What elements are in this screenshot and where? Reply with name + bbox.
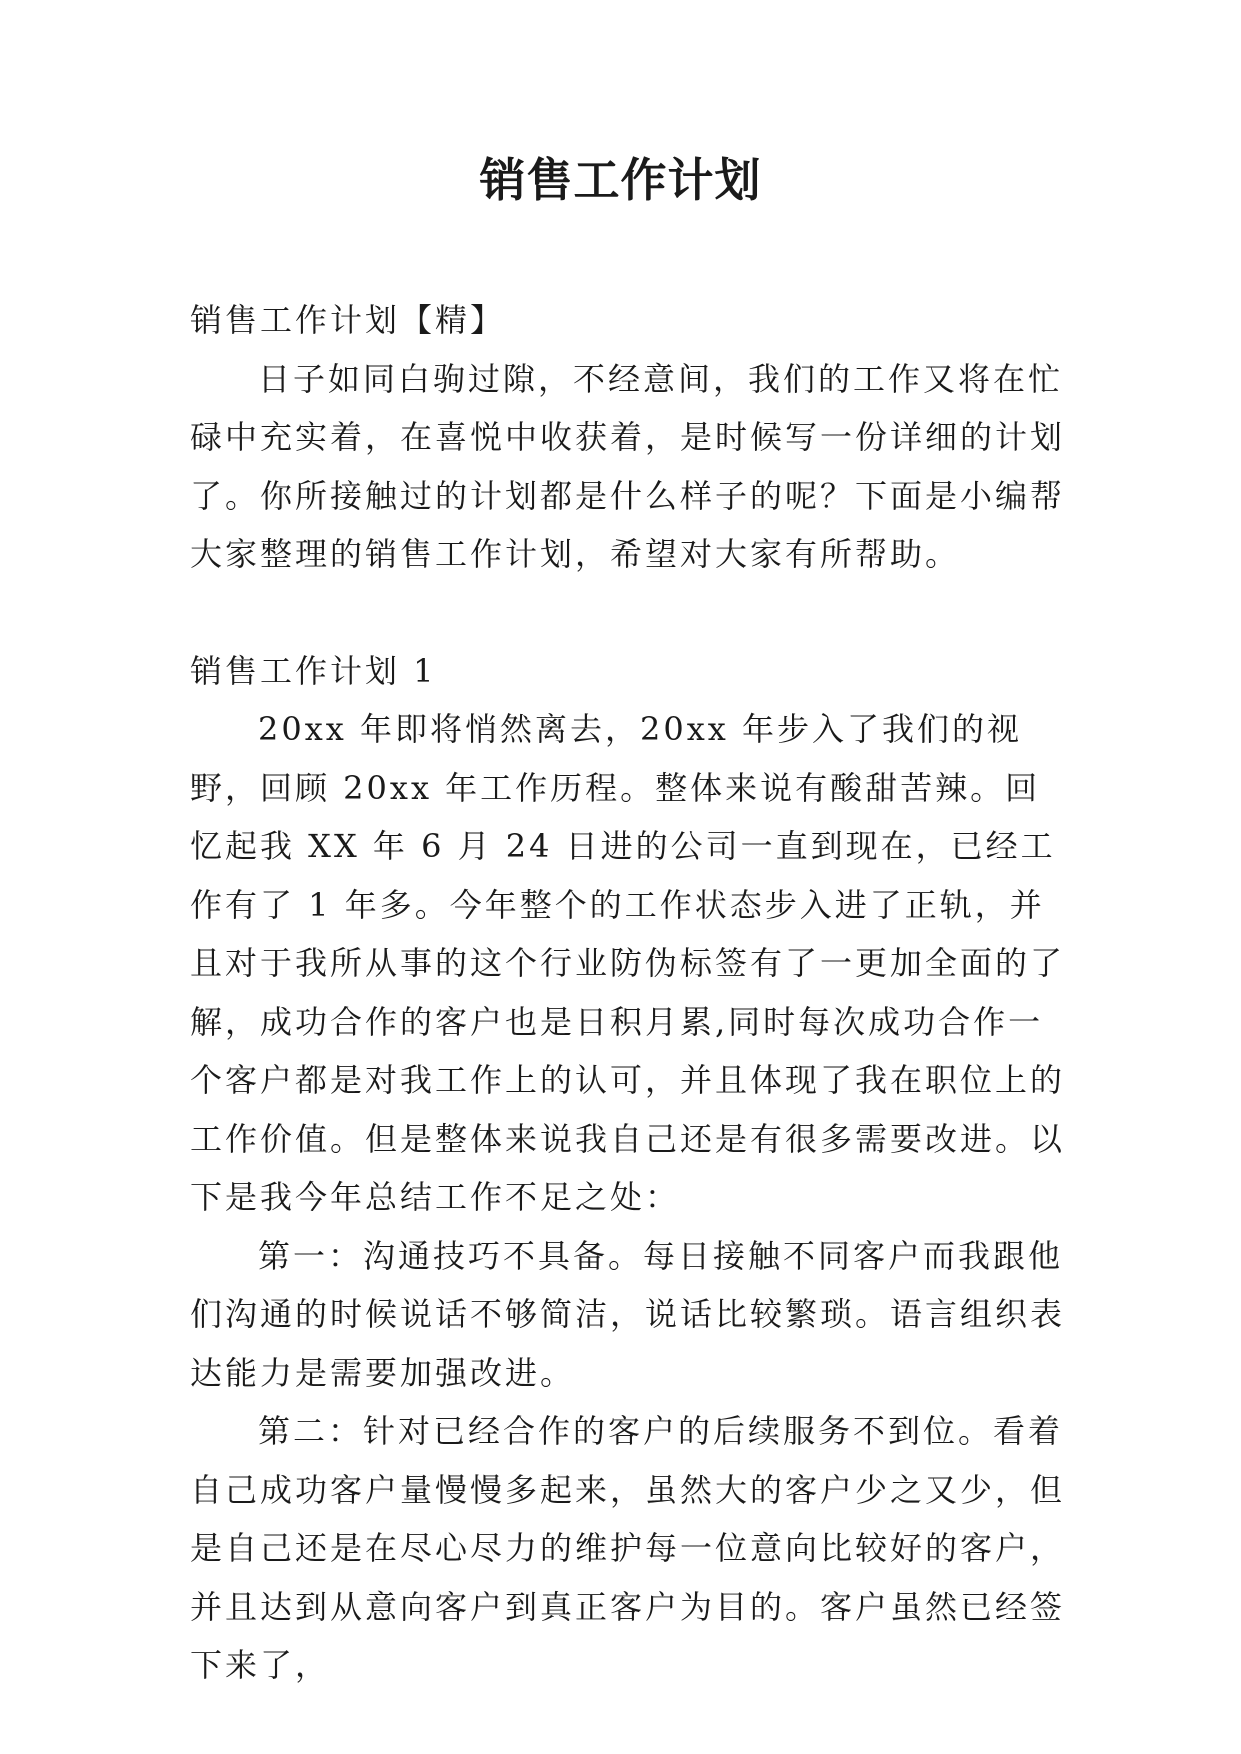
body-paragraph-1: 20xx 年即将悄然离去，20xx 年步入了我们的视野，回顾 20xx 年工作历程。整体来说有酸甜苦辣。回忆起我 XX 年 6 月 24 日进的公司一直到现在，已经工作有了 1 年多。今年整个的工作状态步入进了正轨，并且对于我所从事的这个行业防伪标签有了一更加全面的了解，成功合作的客户也是日积月累,同时每次成功合作一个客户都是对我工作上的认可，并且体现了我在职位上的工作价值。但是整体来说我自己还是有很多需要改进。以下是我今年总结工作不足之处： <box>190 710 1066 1216</box>
document-body <box>190 291 1070 1695</box>
section-heading: 销售工作计划 1 <box>190 651 437 690</box>
document-subtitle: 销售工作计划【精】 <box>190 301 506 339</box>
intro-paragraph: 日子如同白驹过隙，不经意间，我们的工作又将在忙碌中充实着，在喜悦中收获着，是时候写一份详细的计划了。你所接触过的计划都是什么样子的呢？下面是小编帮大家整理的销售工作计划，希望对大家有所帮助。 <box>190 359 1066 573</box>
body-paragraph-3: 第二：针对已经合作的客户的后续服务不到位。看着自己成功客户量慢慢多起来，虽然大的客户少之又少，但是自己还是在尽心尽力的维护每一位意向比较好的客户，并且达到从意向客户到真正客户为目的。客户虽然已经签下来了， <box>190 1412 1066 1684</box>
body-paragraph-2: 第一：沟通技巧不具备。每日接触不同客户而我跟他们沟通的时候说话不够简洁，说话比较繁琐。语言组织表达能力是需要加强改进。 <box>190 1236 1066 1392</box>
document-title: 销售工作计划 <box>479 153 762 207</box>
